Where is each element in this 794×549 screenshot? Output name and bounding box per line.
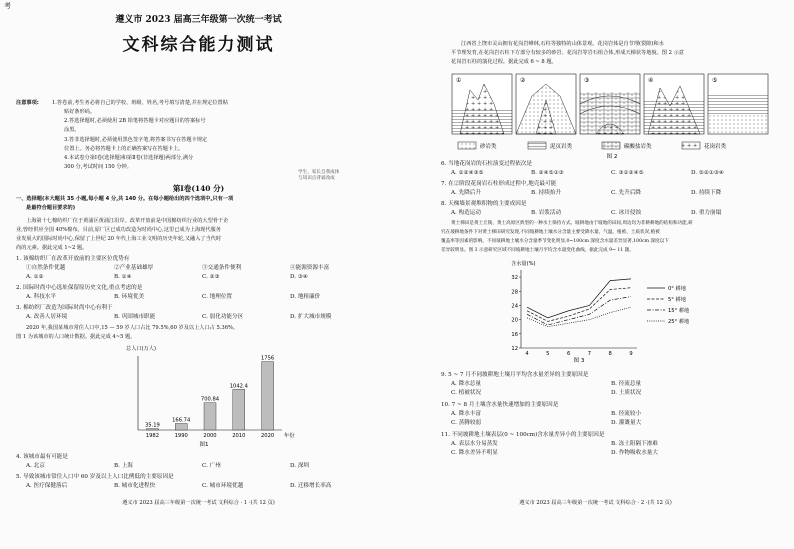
question-3: 3. 棉纺织厂改造为国际时尚中心有利于 (16, 305, 113, 311)
x-axis-label: 年份 (284, 433, 295, 439)
legend-swatch-carbonate (602, 142, 620, 149)
bar-value-label: 35.19 (144, 422, 160, 429)
x-tick-label: 1982 (145, 433, 160, 439)
panel-label: ⑤ (712, 77, 718, 84)
passage-line: 差异较明显。图 3 示意研究区域不同坡耕地土壤月平均含水量变化曲线。据此完成 9~ 11 题。 (441, 248, 634, 253)
q5-options (26, 483, 331, 490)
option[interactable]: B. 冻土阻隔下渗难 (611, 441, 658, 447)
q4-options (26, 463, 309, 470)
legend-swatch-granite (682, 142, 700, 149)
legend-label: 15° 耕地 (668, 308, 690, 314)
legend-label: 0° 耕地 (668, 286, 686, 292)
bar (233, 389, 245, 430)
option[interactable]: C. 冰川侵蚀 (611, 210, 642, 216)
x-tick-label: 1990 (174, 433, 188, 439)
legend-label: 碳酸盐岩类 (624, 144, 652, 150)
option[interactable]: C. 蒸腾较弱 (451, 420, 482, 426)
q2-options (26, 294, 320, 301)
passage-line: 花岗岩石柱的演化过程。据此完成 6 ~ 8 题。 (451, 59, 557, 65)
option[interactable]: D. 作物吸收水量大 (611, 450, 658, 456)
option[interactable]: C. 地理位置 (202, 294, 233, 300)
bar-group (145, 356, 295, 439)
option[interactable]: C. 降水差异不明显 (451, 450, 498, 456)
panel-label: ④ (648, 77, 654, 84)
q9-options (451, 381, 641, 388)
exam-title: 遵义市 2023 届高三年级第一次统一考试 (115, 15, 282, 25)
option[interactable]: A. 改善人居环境 (26, 314, 68, 320)
option[interactable]: C. 植被状况 (451, 390, 482, 396)
option[interactable]: A. ①② (26, 274, 44, 280)
option[interactable]: B. ②④⑤①③ (531, 170, 564, 176)
bar (262, 362, 274, 430)
option[interactable]: B. 岩浆活动 (531, 210, 562, 216)
option[interactable]: A. 降水丰富 (451, 411, 481, 417)
instruction: 是最符合题目要求的) (26, 205, 76, 211)
corner-mark: 考 (4, 2, 11, 10)
x-tick-label: 2000 (203, 433, 217, 439)
passage-line: 2020 年,我国某城市常住人口中,15 — 59 岁人口占比 79.5%,60 岁及以上人口占 5.36%。 (26, 325, 239, 331)
passage-line: 江西省上饶市灵山拥有花岗岩峰林,石柱等独特的山体景观。花岗岩体是自节理(裂隙)和水 (461, 41, 664, 47)
passage-line: 尚的元素。据此完成 1~2 题。 (16, 245, 88, 251)
option[interactable]: B. 径流较小 (611, 411, 642, 417)
option[interactable]: C. 弱化功能分区 (202, 314, 244, 320)
bar-value-label: 166.74 (172, 417, 191, 424)
x-tick-label: 9 (629, 351, 633, 357)
question-7: 7. 在②阶段花岗岩石柱形成过程中,地壳最可能 (441, 181, 557, 187)
legend-label: 花岗岩类 (704, 144, 727, 150)
y-tick-label: 28 (511, 289, 518, 296)
option[interactable]: D. 重力崩塌 (691, 210, 722, 216)
question-5: 5. 导致该城市常住人口中 60 岁及以上人口比例低的主要原因是 (16, 474, 174, 480)
option[interactable]: A. 科技水平 (26, 294, 56, 300)
y-tick-label: 12 (511, 346, 518, 352)
passage-line: 平节理发育,在花岗岩石柱下方部分有较多的砂岩、花岗岩等岩石组合体,形成天梯状等地貌。图 2 示意 (451, 50, 684, 56)
question-4: 4. 该城市最有可能是 (16, 454, 68, 460)
question-6: 6. 当地花岗岩的石柱演变过程依次是 (441, 161, 533, 167)
option[interactable]: A. ①②④③⑤ (451, 170, 484, 176)
option[interactable]: C. ②③ (202, 274, 220, 280)
option[interactable]: B. 上海 (114, 463, 133, 469)
q1-statements: ①自然条件优越 ②产业基础雄厚 ③交通条件便利 ④能源资源丰富 (26, 265, 330, 271)
series-line (527, 279, 631, 318)
question-11: 11. 不同坡耕地土壤表层(0 ~ 100cm)含水量差异小的主要原因是 (441, 432, 605, 438)
series-line (527, 297, 631, 325)
option[interactable]: C. 先升后降 (611, 190, 642, 196)
option[interactable]: D. ⑤②①③④ (691, 170, 724, 176)
question-9: 9. 5 ~ 7 月不同坡耕地土壤月平均含水量差异的主要原因是 (441, 372, 589, 378)
x-tick-label: 2010 (232, 433, 246, 439)
legend (647, 284, 690, 325)
population-bar-chart (120, 340, 295, 450)
legend-swatch-shale (528, 142, 546, 149)
panel-label: ② (520, 77, 526, 84)
option[interactable]: A. 构造运动 (451, 210, 481, 216)
figure-caption: 图 3 (573, 358, 585, 364)
notice-line: 涂黑。 (64, 127, 80, 133)
passage-line: 覆盖率等因素的影响。不同坡耕地土壤水分含量季节变化明显,0~100cm 深度含水量差异显著,100cm 深度以下 (441, 239, 669, 244)
stage-4-panel (644, 74, 704, 134)
passage-line: 上海第十七棉纺织厂位于黄浦区黄浦江沿岸。改革开放前是中国棉纺织行业的大型骨干企 (26, 218, 229, 224)
y-axis-label: 含水量(%) (511, 261, 536, 267)
fig2-legend (458, 142, 727, 150)
x-tick-label: 2020 (260, 433, 275, 439)
question-10: 10. 7 ~ 8 月土壤含水量快速增加的主要原因是 (441, 402, 559, 408)
q6-options (451, 170, 724, 177)
q7-options (451, 190, 721, 197)
q3-options (26, 314, 331, 321)
option[interactable]: C. 城市环境优越 (202, 483, 244, 489)
x-tick-label: 5 (546, 351, 550, 357)
option[interactable]: D. 土质状况 (611, 390, 642, 396)
page-footer: 遵义市 2023 届高三年级第一次统一考试 文科综合 · 1 ·(共 12 页) (122, 500, 275, 506)
option[interactable]: B. 环境优美 (114, 294, 145, 300)
x-tick-label: 4 (525, 351, 529, 357)
y-tick-label: 32 (511, 275, 518, 282)
q11-options (451, 450, 658, 457)
option[interactable]: B. 城市化进程快 (114, 483, 156, 489)
option[interactable]: B. ①④ (114, 274, 132, 280)
option[interactable]: A. 降水总量 (451, 381, 481, 387)
legend-label: 5° 耕地 (668, 297, 686, 303)
y-axis-label: 总人口(万人) (126, 346, 156, 352)
stage-2-panel (516, 74, 576, 134)
option[interactable]: D. 持续下降 (691, 190, 722, 196)
option[interactable]: D. ③④ (290, 274, 308, 280)
option[interactable]: D. 扩大城市规模 (290, 314, 332, 320)
option[interactable]: D. 灌溉量大 (611, 420, 642, 426)
option[interactable]: D. 地租廉价 (290, 294, 321, 300)
passage-line: 黄土梯田是黄土丘陵、黄土高原区典型的一种水土保持方式。坡耕地由于坡地的田间,周边均为非耕耕地的结构和功能,研 (451, 221, 693, 226)
bar-value-label: 1756 (260, 355, 275, 362)
x-tick-label: 6 (566, 351, 571, 357)
option[interactable]: C. 广州 (202, 463, 221, 469)
legend-label: 25° 耕地 (668, 319, 690, 325)
series-group (527, 279, 631, 327)
panel-label: ① (456, 77, 462, 84)
instruction: 一、选择题(本大题共 35 小题,每小题 4 分,共 140 分。在每小题给出的四个选项中,只有一项 (16, 196, 234, 202)
q8-options (451, 210, 721, 217)
series-line (527, 307, 631, 327)
stage-5-panel (708, 74, 768, 134)
panel-label: ③ (584, 77, 590, 84)
figure-caption: 图 2 (606, 154, 618, 160)
notice-line: 1.答卷前,考生务必将自己的学校、班级、姓名,考号填写清楚,并在规定位置粘 (52, 100, 228, 106)
y-tick-label: 24 (511, 303, 518, 310)
section-title: 第Ⅰ卷(140 分) (172, 184, 225, 193)
option[interactable]: A. 先降后升 (451, 190, 481, 196)
passage-line: 图 1 为该城市的人口统计数据。据此完成 4~5 题。 (16, 334, 136, 340)
notice-label: 注意事项: (16, 100, 39, 106)
q10-options (451, 411, 641, 418)
x-tick-label: 7 (587, 351, 592, 357)
legend-label: 砂岩类 (480, 144, 497, 150)
notice-line: 2.答选择题时,必须使用 2B 铅笔将答题卡对应题目的答案标号 (64, 118, 206, 124)
bar (146, 429, 158, 430)
notice-line: 贴好条形码。 (64, 109, 96, 115)
option[interactable]: A. 表层水分易蒸发 (451, 441, 498, 447)
legend-label: 泥页岩类 (550, 144, 573, 150)
y-tick-label: 16 (511, 331, 518, 338)
option[interactable]: C. ③①②④⑤ (611, 170, 644, 176)
series-line (527, 288, 631, 322)
bar (204, 403, 216, 430)
passage-line: 业发展大的国际时尚中心,保留了上世纪 20 年代上海工业文明的历史年轮,又融入了当代时 (16, 236, 222, 242)
passage-line: 究在坡耕地条件下对黄土梯田研究发现,不同坡耕地土壤水分含量主要受降水量、气温、植被、土质状况,植被 (441, 230, 660, 235)
option[interactable]: A. 北京 (26, 463, 45, 469)
question-2: 2. 国际时尚中心选址保留原历史文化,重点考虑的是 (16, 285, 143, 291)
option[interactable]: A. 医疗保健落后 (26, 483, 68, 489)
question-1: 1. 该棉纺织厂在改革开放前的主要区位优势有 (16, 256, 130, 262)
bar-value-label: 700.84 (200, 396, 220, 403)
stage-1-panel (452, 74, 512, 134)
option[interactable]: D. 深圳 (290, 463, 310, 469)
bar-value-label: 1042.4 (229, 383, 248, 390)
bar (175, 424, 187, 430)
option[interactable]: D. 迁移增长率高 (290, 483, 332, 489)
q9-options (451, 390, 641, 397)
notice-line: 3.答非选择题时,必须使用黑色签字笔,将答案书写在答题卡规定 (64, 137, 208, 143)
figure-caption: 图1 (199, 442, 209, 448)
option[interactable]: B. 巩固城市职能 (114, 314, 156, 320)
notice-line: 位置上。务必将答题卡上的正确答案写在答题卡上。 (64, 146, 184, 152)
legend-swatch-sandstone (458, 142, 476, 149)
side-note: 学生、家长自我成体 与知识点背诵改成 (298, 170, 340, 181)
soil-moisture-line-chart (497, 256, 717, 366)
tick-group (511, 275, 632, 357)
passage-line: 业,曾经供应全国 40%棉布。目前,原厂区已成功改造为时尚中心,这里已成为上海现代服务 (16, 227, 221, 233)
q10-options (451, 420, 641, 427)
notice-line: 4.本试卷分第Ⅰ卷(选择题)和第Ⅱ卷(非选择题)两部分,满分 (64, 155, 194, 161)
page-footer: 遵义市 2023 届高三年级第一次统一考试 文科综合 · 2 ·(共 12 页) (519, 500, 672, 506)
right-page (397, 0, 794, 549)
y-tick-label: 20 (511, 317, 518, 324)
x-tick-label: 8 (608, 351, 612, 357)
stage-3-panel (580, 74, 640, 134)
question-8: 8. 天梯墙景观堆积物的主要成因是 (441, 201, 527, 207)
subject-title: 文科综合能力测试 (122, 35, 275, 55)
granite-evolution-diagram (452, 70, 772, 160)
option[interactable]: B. 持续抬升 (531, 190, 562, 196)
option[interactable]: B. 径流总量 (611, 381, 642, 387)
q1-options (26, 274, 308, 281)
notice-line: 300 分,考试时间 150 分钟。 (64, 164, 132, 170)
q11-options (451, 441, 658, 448)
